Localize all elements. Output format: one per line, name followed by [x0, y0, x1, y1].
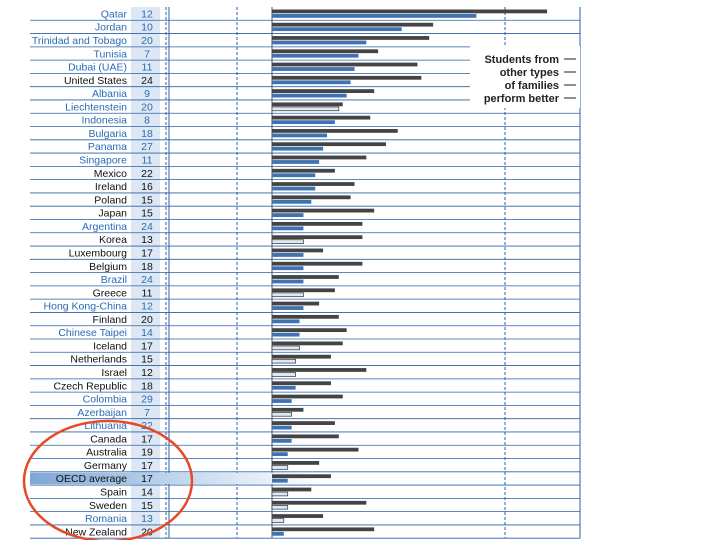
bar-lower — [272, 346, 300, 350]
table-row — [30, 22, 580, 34]
country-label: Luxembourg — [68, 247, 127, 260]
table-row — [30, 487, 580, 499]
bar-dark — [272, 315, 339, 319]
country-number: 11 — [141, 61, 153, 74]
country-number: 20 — [141, 313, 153, 326]
country-label: Iceland — [93, 340, 127, 353]
country-number: 14 — [141, 486, 153, 499]
table-row — [30, 526, 580, 538]
country-number: 12 — [141, 367, 153, 379]
country-number: 18 — [141, 260, 153, 273]
bar-lower — [272, 266, 303, 270]
bar-lower — [272, 399, 292, 403]
table-row — [30, 473, 580, 485]
bar-dark — [272, 23, 433, 27]
country-number: 14 — [141, 327, 153, 340]
country-number: 17 — [141, 459, 153, 472]
bar-lower — [272, 412, 292, 416]
country-number: 13 — [141, 513, 153, 526]
country-number: 9 — [144, 88, 150, 101]
bar-dark — [272, 288, 335, 292]
country-label: Qatar — [100, 8, 127, 21]
country-label: Ireland — [94, 181, 127, 194]
country-number: 20 — [141, 35, 153, 47]
bar-dark — [272, 76, 421, 80]
table-row — [30, 433, 580, 445]
table-row — [30, 261, 580, 273]
bar-dark — [272, 395, 343, 399]
bar-lower — [272, 519, 284, 523]
table-row — [30, 367, 580, 379]
bar-lower — [272, 333, 300, 337]
country-label: Poland — [94, 194, 127, 207]
table-row — [30, 394, 580, 406]
table-row — [30, 155, 580, 167]
table-row — [30, 500, 580, 512]
bar-dark — [272, 527, 374, 531]
country-label: OECD average — [55, 473, 127, 486]
bar-lower — [272, 306, 303, 310]
table-row — [30, 354, 580, 366]
bar-dark — [272, 434, 339, 438]
bar-dark — [272, 342, 343, 346]
bar-dark — [272, 169, 335, 173]
country-number: 24 — [141, 220, 153, 233]
bar-dark — [272, 501, 366, 505]
bar-lower — [272, 160, 319, 164]
bar-lower — [272, 253, 303, 257]
table-row — [30, 327, 580, 339]
table-row — [30, 115, 580, 127]
table-row — [30, 380, 580, 392]
bar-lower — [272, 27, 402, 31]
table-row — [30, 460, 580, 472]
table-row — [30, 301, 580, 313]
country-label: Lithuania — [84, 420, 127, 433]
bar-dark — [272, 36, 429, 40]
country-label: Tunisia — [93, 48, 127, 61]
bar-dark — [272, 49, 378, 53]
bar-dark — [272, 235, 362, 239]
table-row — [30, 314, 580, 326]
country-label: Chinese Taipei — [58, 327, 127, 340]
bar-dark — [272, 182, 355, 186]
annotation-line-4: perform better — [483, 93, 559, 105]
bar-lower — [272, 280, 303, 284]
country-number: 20 — [141, 101, 153, 114]
table-row — [30, 141, 580, 153]
country-number: 15 — [141, 353, 153, 366]
country-label: Netherlands — [70, 353, 127, 366]
bar-lower — [272, 200, 311, 204]
table-row — [30, 35, 580, 47]
bar-lower — [272, 466, 288, 470]
bar-lower — [272, 94, 347, 98]
country-number: 24 — [141, 274, 153, 287]
country-label: Argentina — [82, 220, 127, 233]
country-number: 13 — [141, 234, 153, 247]
annotation-line-2: other types — [499, 67, 559, 79]
annotation-line-1: Students from — [484, 54, 559, 66]
country-label: Romania — [84, 513, 127, 526]
table-row — [30, 340, 580, 352]
bar-dark — [272, 328, 347, 332]
bar-lower — [272, 505, 288, 509]
bar-lower — [272, 492, 288, 496]
country-label: Albania — [91, 88, 127, 101]
bar-lower — [272, 41, 366, 45]
country-number: 19 — [141, 446, 153, 459]
country-label: Finland — [92, 313, 127, 326]
bar-dark — [272, 514, 323, 518]
bar-lower — [272, 213, 303, 217]
country-number: 20 — [141, 526, 153, 539]
country-label: Israel — [101, 367, 127, 379]
country-label: Bulgaria — [88, 127, 127, 140]
country-label: Singapore — [79, 154, 127, 167]
country-number: 7 — [144, 48, 150, 61]
country-label: Germany — [83, 459, 127, 472]
table-row — [30, 447, 580, 459]
country-number: 18 — [141, 380, 153, 393]
country-label: Canada — [90, 433, 127, 446]
bar-dark — [272, 302, 319, 306]
country-label: Indonesia — [81, 114, 127, 127]
bar-lower — [272, 373, 296, 377]
country-label: New Zealand — [65, 526, 127, 539]
bar-lower — [272, 386, 296, 390]
country-label: Trinidad and Tobago — [31, 35, 127, 47]
country-number: 8 — [144, 114, 150, 127]
bar-dark — [272, 89, 374, 93]
country-number: 11 — [141, 154, 153, 167]
table-row — [30, 181, 580, 193]
bar-lower — [272, 319, 300, 323]
bar-lower — [272, 240, 303, 244]
country-label: Brazil — [100, 274, 127, 287]
country-number: 18 — [141, 127, 153, 140]
bar-dark — [272, 63, 417, 67]
bar-dark — [272, 355, 331, 359]
bar-dark — [272, 474, 331, 478]
table-row — [30, 208, 580, 220]
bar-dark — [272, 129, 398, 133]
bar-dark — [272, 461, 319, 465]
bar-lower — [272, 67, 355, 71]
bar-dark — [272, 156, 366, 160]
country-label: Mexico — [93, 167, 127, 180]
country-label: Greece — [92, 287, 127, 300]
table-row — [30, 221, 580, 233]
table-row — [30, 8, 580, 20]
bar-dark — [272, 368, 366, 372]
country-number: 17 — [141, 473, 153, 486]
annotation-line-3: of families — [504, 80, 559, 92]
bar-dark — [272, 116, 370, 120]
bar-lower — [272, 107, 339, 111]
bar-lower — [272, 120, 335, 124]
country-label: Liechtenstein — [65, 101, 127, 114]
country-number: 12 — [141, 8, 153, 21]
country-number: 17 — [141, 340, 153, 353]
country-label: Jordan — [94, 21, 127, 34]
bar-lower — [272, 532, 284, 536]
table-row — [30, 513, 580, 525]
country-number: 17 — [141, 247, 153, 260]
country-label: Czech Republic — [53, 380, 127, 393]
bar-lower — [272, 359, 296, 363]
table-row — [30, 168, 580, 180]
bar-dark — [272, 209, 374, 213]
bar-dark — [272, 275, 339, 279]
country-number: 15 — [141, 194, 153, 207]
country-label: Dubai (UAE) — [68, 61, 127, 74]
country-number: 27 — [141, 141, 153, 154]
country-number: 16 — [141, 181, 153, 194]
country-number: 15 — [141, 499, 153, 512]
country-number: 29 — [141, 393, 153, 406]
bar-lower — [272, 293, 303, 297]
bar-lower — [272, 54, 358, 58]
bar-dark — [272, 448, 358, 452]
table-row — [30, 128, 580, 140]
bar-lower — [272, 479, 288, 483]
country-label: Spain — [100, 486, 127, 499]
country-label: Belgium — [89, 260, 127, 273]
bar-dark — [272, 222, 362, 226]
table-row — [30, 407, 580, 419]
table-row — [30, 247, 580, 259]
bar-lower — [272, 226, 303, 230]
bar-lower — [272, 80, 351, 84]
table-row — [30, 234, 580, 246]
bar-dark — [272, 142, 386, 146]
bar-lower — [272, 452, 288, 456]
bar-dark — [272, 195, 351, 199]
country-number: 24 — [141, 74, 153, 87]
table-row — [30, 287, 580, 299]
country-label: Panama — [87, 141, 127, 154]
country-number: 11 — [141, 287, 153, 300]
bar-dark — [272, 408, 303, 412]
country-label: Azerbaijan — [77, 406, 127, 419]
bar-dark — [272, 421, 335, 425]
country-label: Australia — [86, 446, 127, 459]
country-number: 15 — [141, 207, 153, 220]
bar-lower — [272, 14, 476, 18]
bar-lower — [272, 134, 327, 138]
bar-lower — [272, 439, 292, 443]
bar-lower — [272, 426, 292, 430]
bar-dark — [272, 488, 311, 492]
bar-dark — [272, 10, 547, 14]
country-number: 22 — [141, 420, 153, 433]
bar-dark — [272, 102, 343, 106]
bar-lower — [272, 147, 323, 151]
country-label: Sweden — [89, 499, 127, 512]
country-number: 7 — [144, 406, 150, 419]
country-label: Korea — [98, 234, 127, 247]
table-row — [30, 274, 580, 286]
country-number: 12 — [141, 300, 153, 313]
country-label: Japan — [98, 207, 127, 220]
country-label: Colombia — [82, 393, 127, 406]
annotation-box — [470, 46, 580, 108]
bar-dark — [272, 381, 331, 385]
country-label: Hong Kong-China — [43, 300, 127, 313]
bar-lower — [272, 187, 315, 191]
bar-dark — [272, 262, 362, 266]
country-number: 10 — [141, 21, 153, 34]
country-number: 17 — [141, 433, 153, 446]
bar-dark — [272, 249, 323, 253]
table-row — [30, 194, 580, 206]
bar-lower — [272, 173, 315, 177]
country-number: 22 — [141, 167, 153, 180]
country-label: United States — [63, 74, 127, 87]
